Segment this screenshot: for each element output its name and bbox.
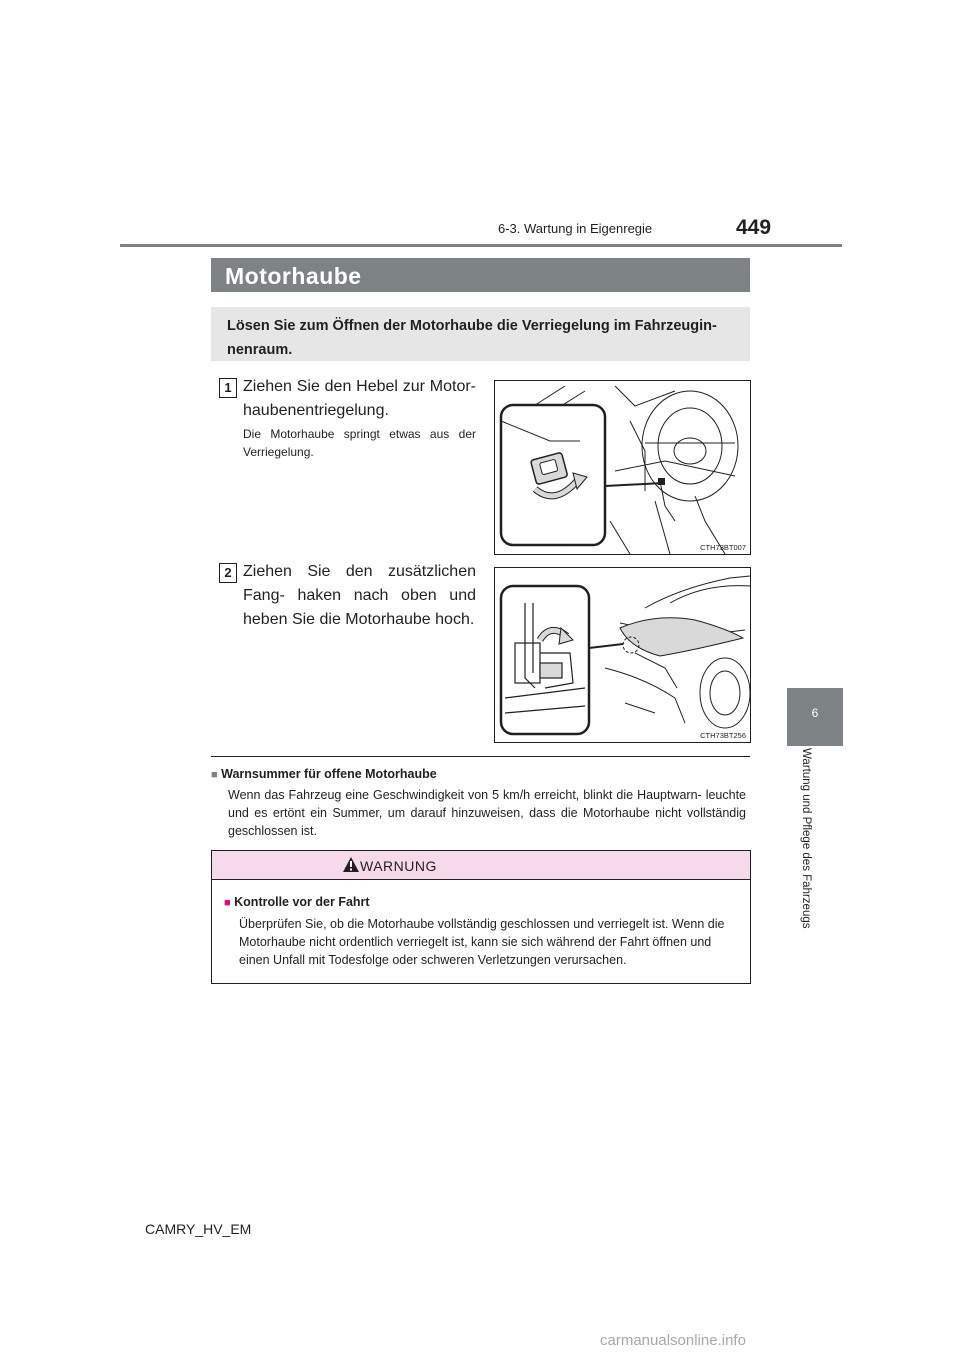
note-body: Wenn das Fahrzeug eine Geschwindigkeit von 5 km/h erreicht, blinkt die Hauptwarn- leuchte und es ertönt ein Summer, um darauf hinzuweisen, dass die Motorhaube nicht vollständig geschlossen ist.: [228, 788, 746, 838]
step-1-subtext: Die Motorhaube springt etwas aus der Verriegelung.: [243, 427, 476, 459]
section-label: 6-3. Wartung in Eigenregie: [498, 221, 653, 236]
warning-body: Überprüfen Sie, ob die Motorhaube vollständig geschlossen und verriegelt ist. Wenn die Motorhaube nicht ordentlich verriegelt ist, kann sie sich während der Fahrt öffnen und einen Unfall mit Todesfolge oder schweren Verletzungen verursachen.: [239, 917, 725, 967]
chapter-tab-label-wrap: [800, 748, 820, 963]
warning-square-icon: ■: [224, 897, 231, 909]
step-2-text: Ziehen Sie den zusätzlichen Fang- haken nach oben und heben Sie die Motorhaube hoch.: [243, 563, 476, 628]
auxiliary-catch-illustration: [495, 568, 750, 742]
title-bar: [211, 258, 750, 292]
note-title: [211, 767, 437, 781]
figure-auxiliary-catch: [494, 567, 751, 743]
step-2-badge: 2: [219, 563, 237, 583]
chapter-tab-number: 6: [811, 706, 819, 720]
chapter-tab: [787, 688, 843, 746]
step-1-badge: 1: [219, 378, 237, 398]
warning-subtitle-text: Kontrolle vor der Fahrt: [234, 895, 370, 909]
header-rule: [120, 244, 842, 247]
warning-label: WARNUNG: [360, 858, 437, 874]
watermark: carmanualsonline.info: [600, 1332, 746, 1349]
intro-box: [211, 307, 750, 361]
page-number: 449: [736, 216, 772, 239]
note-divider: [211, 756, 750, 757]
warning-triangle-icon: [342, 856, 360, 873]
intro-text: Lösen Sie zum Öffnen der Motorhaube die Verriegelung im Fahrzeugin- nenraum.: [227, 318, 717, 358]
figure-hood-release-lever: [494, 380, 751, 555]
note-square-icon: ■: [211, 769, 218, 781]
chapter-tab-label: Wartung und Pflege des Fahrzeugs: [800, 748, 812, 929]
note-title-text: Warnsummer für offene Motorhaube: [221, 767, 437, 781]
page-title: Motorhaube: [225, 263, 362, 289]
warning-box: [211, 850, 751, 984]
warning-subtitle: [224, 895, 370, 909]
figure-1-code: CTH73BT007: [700, 543, 746, 552]
figure-2-code: CTH73BT256: [700, 731, 746, 740]
hood-release-illustration: [495, 381, 750, 554]
warning-header: [212, 851, 750, 880]
step-1-text: Ziehen Sie den Hebel zur Motor- haubenentriegelung.: [243, 378, 476, 419]
footer-model-code: CAMRY_HV_EM: [145, 1221, 252, 1237]
